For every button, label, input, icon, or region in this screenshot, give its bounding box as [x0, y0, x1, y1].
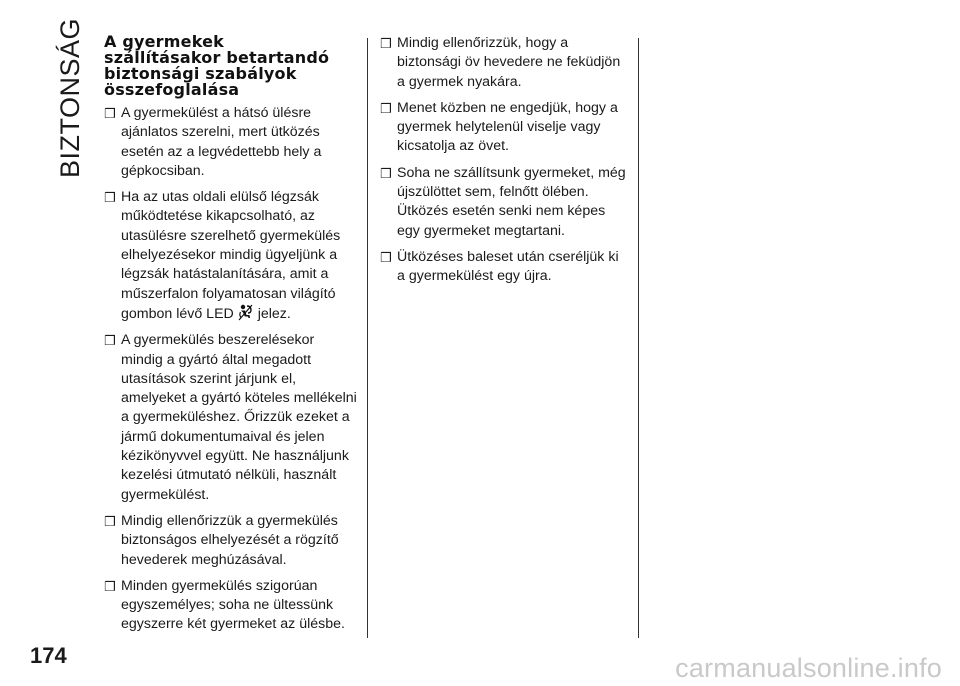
page-number: 174	[30, 643, 67, 668]
list-item	[104, 512, 359, 570]
list-item-text: Minden gyermekülés szigorúan egyszemélyes; soha ne ültessünk egyszerre két gyermeket az ülésbe.	[121, 577, 345, 633]
column-divider-right	[638, 38, 639, 638]
checkbox-bullet-icon: ❒	[104, 333, 116, 349]
list-item	[380, 34, 630, 92]
list-item-text: A gyermekülést a hátsó ülésre ajánlatos szerelni, mert ütközés esetén az a legvédettebb hely a gépkocsiban.	[121, 105, 322, 179]
checkbox-bullet-icon: ❒	[104, 513, 116, 529]
list-item	[380, 99, 630, 157]
list-item	[380, 248, 630, 287]
heading-line-2: szállításakor betartandó	[104, 48, 330, 67]
checkbox-bullet-icon: ❒	[104, 578, 116, 594]
heading-line-3: biztonsági szabályok	[104, 64, 297, 83]
heading-line-4: összefoglalása	[104, 80, 240, 99]
checkbox-bullet-icon: ❒	[380, 36, 392, 51]
list-item-text: Mindig ellenőrizzük, hogy a biztonsági öv hevedere ne feküdjön a gyermek nyakára.	[397, 35, 621, 90]
left-column	[104, 34, 359, 642]
list-item	[104, 104, 359, 181]
list-item-text: Mindig ellenőrizzük a gyermekülés biztonságos elhelyezését a rögzítő hevederek meghúzásával.	[121, 512, 339, 568]
list-item	[104, 577, 359, 635]
checkbox-bullet-icon: ❒	[380, 165, 392, 181]
list-item	[380, 164, 630, 241]
watermark: carmanualsonline.info	[675, 653, 942, 683]
list-item-text: Ha az utas oldali elülső légzsák működtetése kikapcsolható, az utasülésre szerelhető gyermekülés elhelyezésekor mindig ügyeljünk a légzsák hatástalanítására, amit a műszerfalon folyamatosan világító gombon lévő LED	[121, 189, 341, 322]
checkbox-bullet-icon: ❒	[380, 100, 392, 116]
list-item-text-end: jelez.	[257, 305, 291, 322]
right-column	[380, 34, 630, 294]
checkbox-bullet-icon: ❒	[380, 249, 392, 265]
list-item-text: Menet közben ne engedjük, hogy a gyermek helytelenül viselje vagy kicsatolja az övet.	[397, 99, 618, 155]
airbag-off-icon	[238, 304, 253, 321]
list-item-text: Ütközéses baleset után cseréljük ki a gyermekülést egy újra.	[397, 248, 619, 285]
right-bullet-list	[380, 34, 630, 287]
heading-line-1: A gyermekek	[104, 32, 225, 51]
section-tab-label: BIZTONSÁG	[55, 17, 85, 178]
left-bullet-list	[104, 104, 359, 635]
list-item-text: A gyermekülés beszerelésekor mindig a gyártó által megadott utasítások szerint járjunk el, amelyeket a gyártó köteles mellékelni a gyermeküléshez. Őrizzük ezeket a jármű dokumentumaival és jelen kézikönyvvel együtt. Ne használjunk kezelési útmutató nélküli, használt gyermekülést.	[121, 332, 357, 503]
column-divider-left	[367, 38, 368, 638]
section-heading	[104, 34, 359, 98]
list-item	[104, 188, 359, 324]
list-item-text: Soha ne szállítsunk gyermeket, még újszülöttet sem, felnőtt ölében. Ütközés esetén senki nem képes egy gyermeket megtartani.	[397, 164, 626, 239]
section-tab	[52, 17, 88, 178]
checkbox-bullet-icon: ❒	[104, 106, 116, 121]
checkbox-bullet-icon: ❒	[104, 190, 116, 206]
list-item	[104, 331, 359, 505]
